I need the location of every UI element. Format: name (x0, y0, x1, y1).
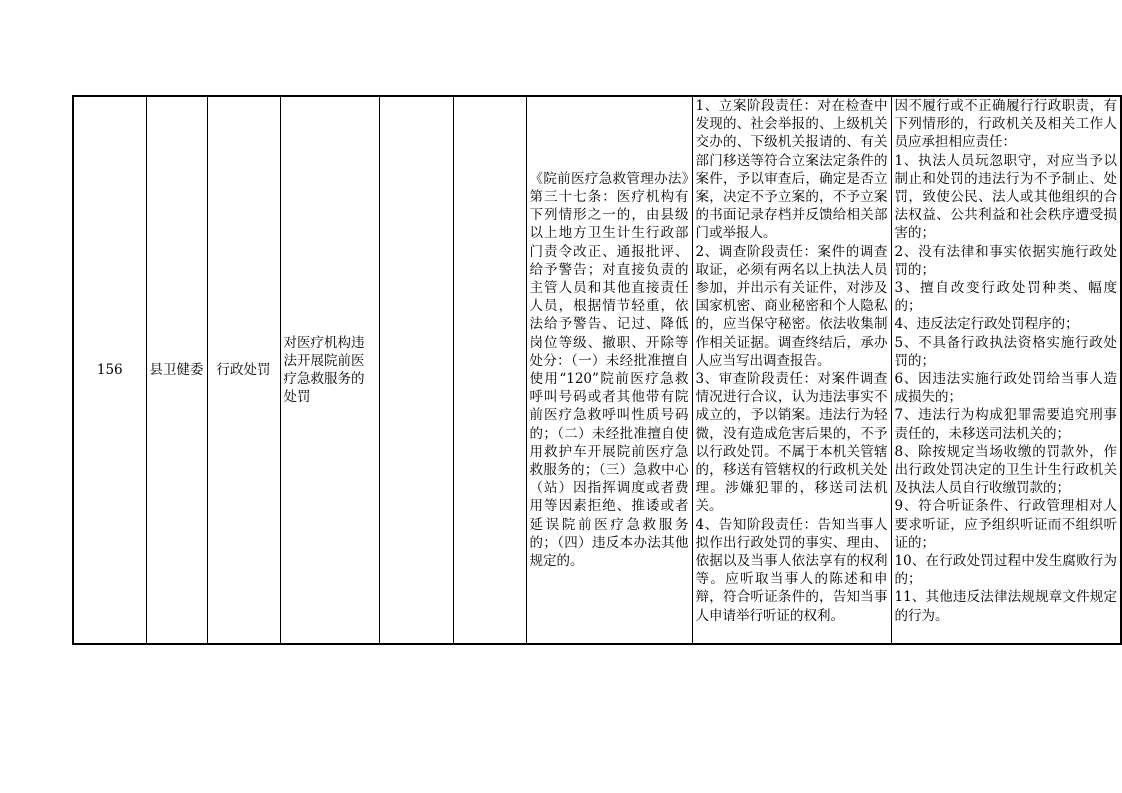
responsibilities-text: 1、立案阶段责任：对在检查中发现的、社会举报的、上级机关交办的、下级机关报请的、有关部门移送等符合立案法定条件的案件，予以审查后，确定是否立案，决定不予立案的，不予立案的书面记录存档并反馈给相关部门或举报人。 2、调查阶段责任：案件的调查取证，必须有两名以上执法人员参加，并出示有关证件，对涉及国家机密、商业秘密和个人隐私的，应当保守秘密。依法收集制作相关证据。调查终结后，承办人应当写出调查报告。 3、审查阶段责任：对案件调查情况进行合议，认为违法事实不成立的，予以销案。违法行为轻微，没有造成危害后果的，不予以行政处罚。不属于本机关管辖的，移送有管辖权的行政机关处理。涉嫌犯罪的，移送司法机关。 4、告知阶段责任：告知当事人拟作出行政处罚的事实、理由、依据以及当事人依法享有的权利等。应听取当事人的陈述和申辩，符合听证条件的，告知当事人申请举行听证的权利。 (695, 98, 888, 624)
power-list-table (72, 95, 1122, 645)
item-name-text: 对医疗机构违法开展院前医疗急救服务的处罚 (283, 334, 365, 406)
power-type-cell (207, 96, 280, 644)
legal-basis-text: 《院前医疗急救管理办法》第三十七条：医疗机构有下列情形之一的，由县级以上地方卫生计生行政部门责令改正、通报批评、给予警告；对直接负责的主管人员和其他直接责任人员，根据情节轻重，依法给予警告、记过、降低岗位等级、撤职、开除等处分：（一）未经批准擅自使用“120”院前医疗急救呼叫号码或者其他带有院前医疗急救呼叫性质号码的；（二）未经批准擅自使用救护车开展院前医疗急救服务的；（三）急救中心（站）因指挥调度或者费用等因素拒绝、推诿或者延误院前医疗急救服务的；（四）违反本办法其他规定的。 (529, 170, 689, 570)
table-row (73, 96, 1121, 644)
department-text: 县卫健委 (149, 361, 204, 378)
responsibilities-cell (692, 96, 891, 644)
row-number-text: 156 (96, 361, 123, 378)
sub-item-cell (379, 96, 453, 644)
legal-basis-cell (526, 96, 692, 644)
extra-cell (453, 96, 526, 644)
row-number (73, 96, 146, 644)
department-cell (146, 96, 207, 644)
accountability-cell (891, 96, 1121, 644)
power-type-text: 行政处罚 (216, 361, 271, 378)
item-name-cell (280, 96, 379, 644)
accountability-text: 因不履行或不正确履行行政职责，有下列情形的，行政机关及相关工作人员应承担相应责任： 1、执法人员玩忽职守，对应当予以制止和处罚的违法行为不予制止、处罚，致使公民、法人或其他组织的合法权益、公共利益和社会秩序遭受损害的； 2、没有法律和事实依据实施行政处罚的； 3、擅自改变行政处罚种类、幅度的； 4、违反法定行政处罚程序的； 5、不具备行政执法资格实施行政处罚的； 6、因违法实施行政处罚给当事人造成损失的； 7、违法行为构成犯罪需要追究刑事责任的，未移送司法机关的； 8、除按规定当场收缴的罚款外，作出行政处罚决定的卫生计生行政机关及执法人员自行收缴罚款的； 9、符合听证条件、行政管理相对人要求听证，应予组织听证而不组织听证的； 10、在行政处罚过程中发生腐败行为的； 11、其他违反法律法规规章文件规定的行为。 (894, 98, 1117, 624)
